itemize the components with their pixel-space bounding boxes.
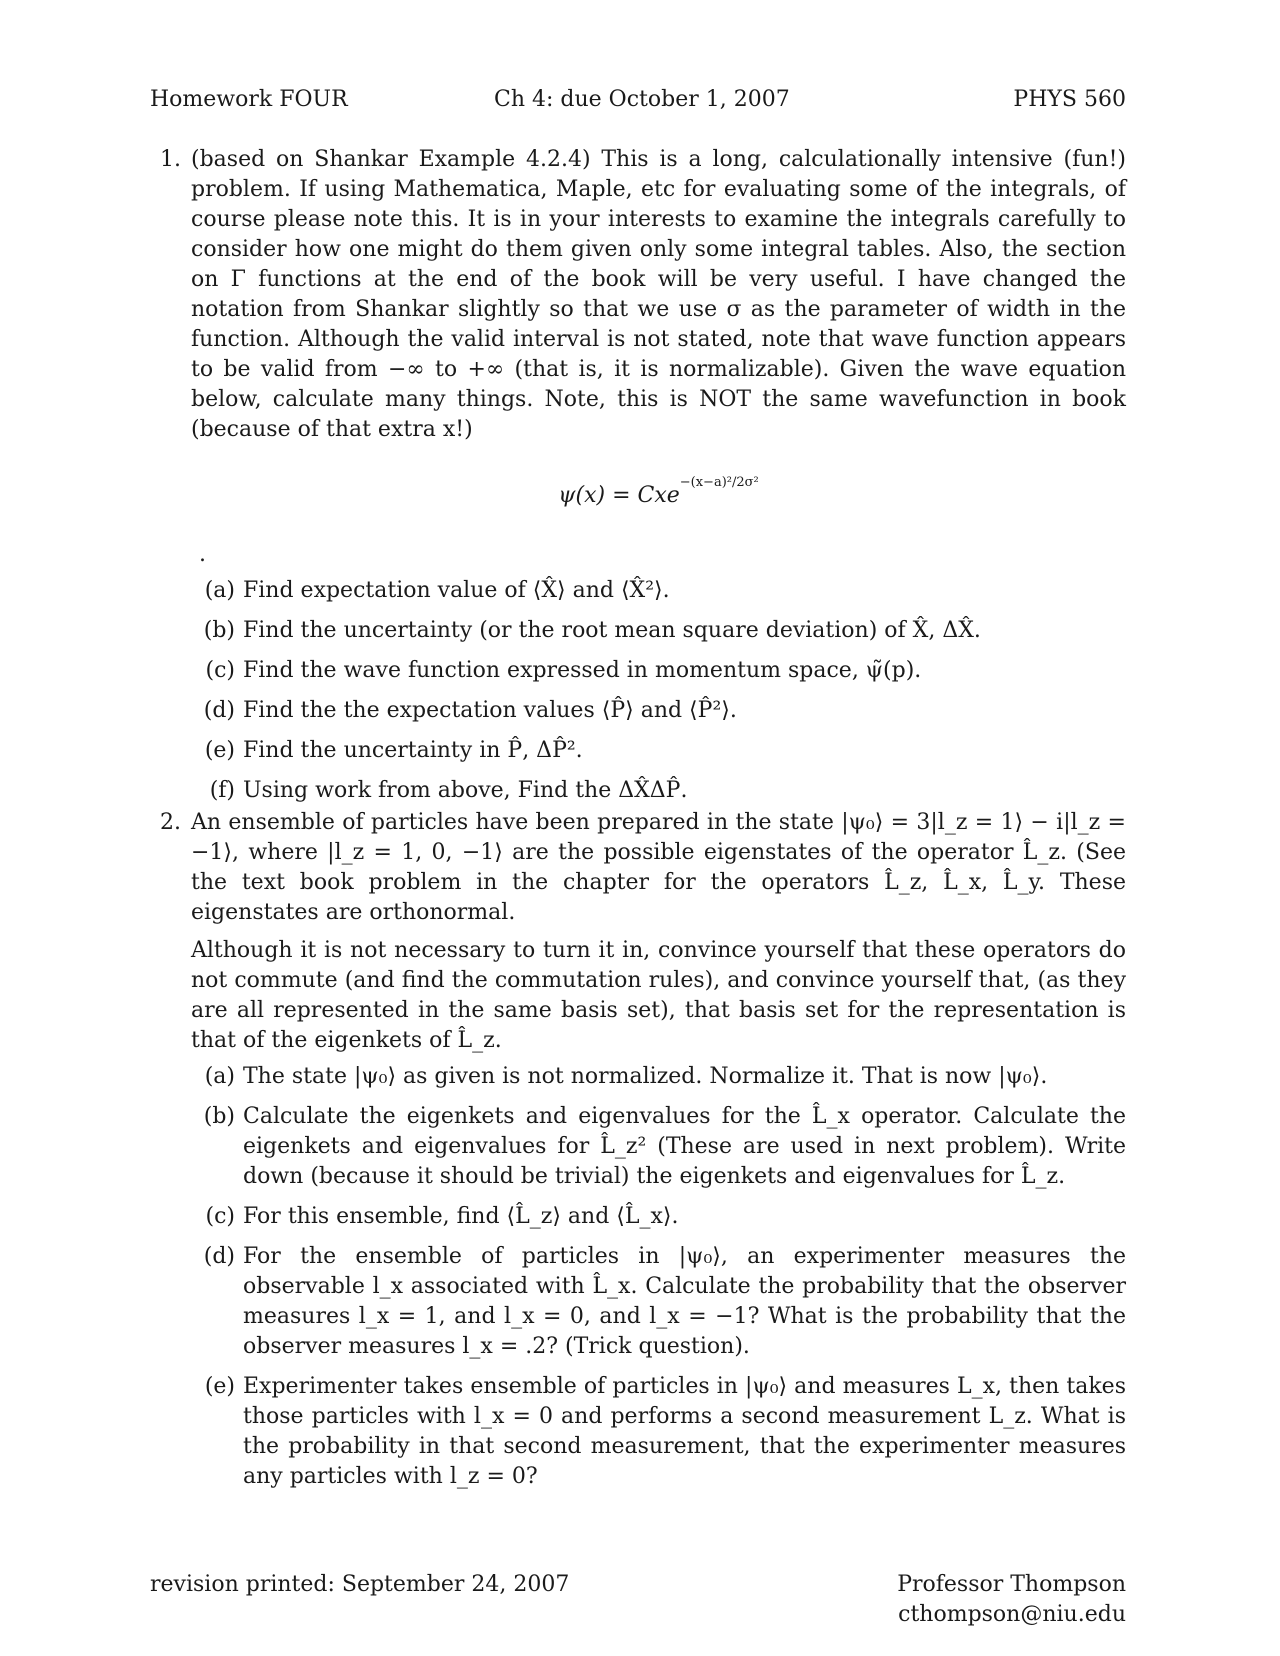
problem-1-part-e (191, 736, 1126, 766)
part-text: Find the uncertainty (or the root mean square deviation) of X̂, ΔX̂. (243, 618, 981, 643)
part-text: Find the uncertainty in P̂, ΔP̂². (243, 738, 583, 763)
equation-main: ψ(x) = Cxe (558, 483, 680, 508)
revision-date: revision printed: September 24, 2007 (150, 1572, 570, 1597)
problem-2-part-a (191, 1062, 1126, 1092)
part-text: For this ensemble, find ⟨L̂_z⟩ and ⟨L̂_x⟩. (243, 1204, 679, 1229)
part-text: Find the wave function expressed in momentum space, ψ̃(p). (243, 658, 922, 683)
problem-2-part-e (191, 1372, 1126, 1492)
part-label: (c) (205, 1204, 235, 1229)
author-block (897, 1570, 1126, 1630)
author-email: cthompson@niu.edu (898, 1602, 1126, 1627)
problem-2 (150, 808, 1126, 1502)
equation-exponent: −(x−a)²/2σ² (679, 475, 759, 490)
problem-2-part-d (191, 1242, 1126, 1362)
problem-1 (150, 145, 1126, 816)
problem-1-text: (based on Shankar Example 4.2.4) This is a long, calculationally intensive (fun!) problem. If using Mathematica, Maple, etc for evaluating some of the integrals, of course please note this. It is in your interests to examine the integrals carefully to consider how one might do them given only some integral tables. Also, the section on Γ functions at the end of the book will be very useful. I have changed the notation from Shankar slightly so that we use σ as the parameter of width in the function. Although the valid interval is not stated, note that wave function appears to be valid from −∞ to +∞ (that is, it is normalizable). Given the wave equation below, calculate many things. Note, this is NOT the same wavefunction in book (because of that extra x!) (191, 147, 1126, 442)
part-label: (c) (205, 658, 235, 683)
part-label: (a) (204, 1064, 235, 1089)
part-text: For the ensemble of particles in |ψ₀⟩, an experimenter measures the observable l_x associated with L̂_x. Calculate the probability that the observer measures l_x = 1, and l_x = 0, and l_x = −1? What is the probability that the observer measures l_x = .2? (Trick question). (243, 1244, 1126, 1359)
header-due-date: Ch 4: due October 1, 2007 (494, 87, 790, 112)
problem-1-part-a (191, 576, 1126, 606)
part-label: (e) (204, 738, 235, 763)
problem-1-part-d (191, 696, 1126, 726)
part-text: The state |ψ₀⟩ as given is not normalized. Normalize it. That is now |ψ₀⟩. (243, 1064, 1048, 1089)
part-text: Experimenter takes ensemble of particles in |ψ₀⟩ and measures L_x, then takes those particles with l_x = 0 and performs a second measurement L_z. What is the probability in that second measurement, that the experimenter measures any particles with l_z = 0? (243, 1374, 1126, 1489)
problem-2-paragraph-2: Although it is not necessary to turn it in, convince yourself that these operators do not commute (and find the commutation rules), and convince yourself that, (as they are all represented in the same basis set), that basis set for the representation is that of the eigenkets of L̂_z. (191, 938, 1126, 1053)
equation-dot: . (199, 542, 206, 567)
problem-2-part-b (191, 1102, 1126, 1192)
problem-2-parts (191, 1062, 1126, 1492)
problem-1-part-f (191, 776, 1126, 806)
part-label: (f) (209, 778, 235, 803)
author-name: Professor Thompson (897, 1572, 1126, 1597)
problem-1-part-b (191, 616, 1126, 646)
part-label: (b) (203, 1104, 235, 1129)
problem-1-part-c (191, 656, 1126, 686)
part-text: Find expectation value of ⟨X̂⟩ and ⟨X̂²⟩. (243, 578, 670, 603)
problem-1-parts (191, 576, 1126, 806)
problem-2-part-c (191, 1202, 1126, 1232)
problem-1-number: 1. (160, 147, 181, 172)
wavefunction-equation (191, 475, 1126, 514)
part-label: (a) (204, 578, 235, 603)
header-title: Homework FOUR (150, 87, 348, 112)
part-label: (d) (203, 1244, 235, 1269)
part-label: (e) (204, 1374, 235, 1399)
problem-2-text: An ensemble of particles have been prepared in the state |ψ₀⟩ = 3|l_z = 1⟩ − i|l_z = −1⟩, where |l_z = 1, 0, −1⟩ are the possible eigenstates of the operator L̂_z. (See the text book problem in the chapter for the operators L̂_z, L̂_x, L̂_y. These eigenstates are orthonormal. (191, 810, 1126, 925)
problem-2-number: 2. (160, 810, 181, 835)
part-label: (b) (203, 618, 235, 643)
part-text: Find the the expectation values ⟨P̂⟩ and ⟨P̂²⟩. (243, 698, 737, 723)
header-course: PHYS 560 (1013, 87, 1126, 112)
part-text: Using work from above, Find the ΔX̂ΔP̂. (243, 778, 688, 803)
part-text: Calculate the eigenkets and eigenvalues for the L̂_x operator. Calculate the eigenkets and eigenvalues for L̂_z² (These are used in next problem). Write down (because it should be trivial) the eigenkets and eigenvalues for L̂_z. (243, 1104, 1126, 1189)
part-label: (d) (203, 698, 235, 723)
